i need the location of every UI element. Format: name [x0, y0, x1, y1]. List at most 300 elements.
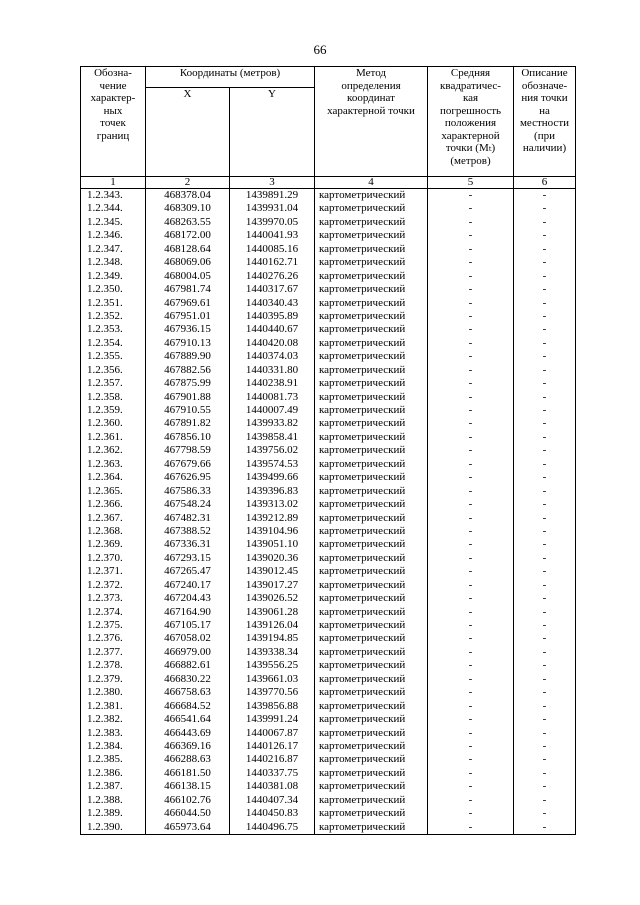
method-cell: картометрический [315, 579, 428, 592]
y-coordinate-cell: 1439012.45 [230, 565, 315, 578]
point-id-cell: 1.2.353. [81, 323, 146, 336]
point-id-cell: 1.2.345. [81, 216, 146, 229]
method-cell: картометрический [315, 350, 428, 363]
column-number: 5 [428, 177, 514, 189]
description-cell: - [514, 592, 576, 605]
accuracy-cell: - [428, 579, 514, 592]
description-cell: - [514, 404, 576, 417]
x-coordinate-cell: 467548.24 [146, 498, 230, 511]
accuracy-cell: - [428, 619, 514, 632]
table-row [81, 377, 576, 390]
table-row [81, 807, 576, 820]
table-row [81, 458, 576, 471]
y-coordinate-cell: 1440407.34 [230, 794, 315, 807]
table-row [81, 780, 576, 793]
method-cell: картометрический [315, 485, 428, 498]
x-coordinate-cell: 466369.16 [146, 740, 230, 753]
point-id-cell: 1.2.367. [81, 512, 146, 525]
point-id-cell: 1.2.389. [81, 807, 146, 820]
x-coordinate-cell: 467910.55 [146, 404, 230, 417]
table-row [81, 713, 576, 726]
accuracy-cell: - [428, 229, 514, 242]
table-row [81, 297, 576, 310]
x-coordinate-cell: 467586.33 [146, 485, 230, 498]
description-cell: - [514, 821, 576, 835]
header-point-designation-text: Обозна- чение характер- ных точек границ [90, 67, 136, 142]
accuracy-cell: - [428, 686, 514, 699]
point-id-cell: 1.2.365. [81, 485, 146, 498]
description-cell: - [514, 391, 576, 404]
accuracy-cell: - [428, 767, 514, 780]
accuracy-cell: - [428, 283, 514, 296]
y-coordinate-cell: 1439856.88 [230, 700, 315, 713]
method-cell: картометрический [315, 606, 428, 619]
table-row [81, 337, 576, 350]
point-id-cell: 1.2.383. [81, 727, 146, 740]
table-row [81, 270, 576, 283]
table-row [81, 323, 576, 336]
x-coordinate-cell: 467910.13 [146, 337, 230, 350]
accuracy-cell: - [428, 485, 514, 498]
accuracy-cell: - [428, 632, 514, 645]
table-row [81, 283, 576, 296]
method-cell: картометрический [315, 646, 428, 659]
description-cell: - [514, 485, 576, 498]
description-cell: - [514, 458, 576, 471]
point-id-cell: 1.2.346. [81, 229, 146, 242]
y-coordinate-cell: 1440317.67 [230, 283, 315, 296]
x-coordinate-cell: 467293.15 [146, 552, 230, 565]
x-coordinate-cell: 467240.17 [146, 579, 230, 592]
accuracy-cell: - [428, 807, 514, 820]
description-cell: - [514, 538, 576, 551]
accuracy-cell: - [428, 512, 514, 525]
y-coordinate-cell: 1440440.67 [230, 323, 315, 336]
accuracy-cell: - [428, 471, 514, 484]
table-row [81, 606, 576, 619]
method-cell: картометрический [315, 512, 428, 525]
description-cell: - [514, 727, 576, 740]
y-coordinate-cell: 1439026.52 [230, 592, 315, 605]
method-cell: картометрический [315, 431, 428, 444]
description-cell: - [514, 417, 576, 430]
method-cell: картометрический [315, 794, 428, 807]
y-coordinate-cell: 1440381.08 [230, 780, 315, 793]
point-id-cell: 1.2.380. [81, 686, 146, 699]
method-cell: картометрический [315, 391, 428, 404]
description-cell: - [514, 700, 576, 713]
accuracy-cell: - [428, 243, 514, 256]
method-cell: картометрический [315, 297, 428, 310]
description-cell: - [514, 552, 576, 565]
table-row [81, 512, 576, 525]
y-coordinate-cell: 1440007.49 [230, 404, 315, 417]
point-id-cell: 1.2.356. [81, 364, 146, 377]
description-cell: - [514, 270, 576, 283]
method-cell: картометрический [315, 632, 428, 645]
table-row [81, 243, 576, 256]
point-id-cell: 1.2.382. [81, 713, 146, 726]
y-coordinate-cell: 1440126.17 [230, 740, 315, 753]
method-cell: картометрический [315, 753, 428, 766]
y-coordinate-cell: 1439574.53 [230, 458, 315, 471]
x-coordinate-cell: 467891.82 [146, 417, 230, 430]
table-row [81, 659, 576, 672]
table-row [81, 686, 576, 699]
column-number: 6 [514, 177, 576, 189]
x-coordinate-cell: 467798.59 [146, 444, 230, 457]
accuracy-cell: - [428, 565, 514, 578]
table-row [81, 740, 576, 753]
point-id-cell: 1.2.373. [81, 592, 146, 605]
description-cell: - [514, 606, 576, 619]
x-coordinate-cell: 466684.52 [146, 700, 230, 713]
accuracy-cell: - [428, 297, 514, 310]
table-row [81, 202, 576, 215]
point-id-cell: 1.2.371. [81, 565, 146, 578]
y-coordinate-cell: 1440395.89 [230, 310, 315, 323]
point-id-cell: 1.2.362. [81, 444, 146, 457]
accuracy-cell: - [428, 364, 514, 377]
accuracy-cell: - [428, 700, 514, 713]
accuracy-cell: - [428, 417, 514, 430]
description-cell: - [514, 686, 576, 699]
y-coordinate-cell: 1440331.80 [230, 364, 315, 377]
description-cell: - [514, 283, 576, 296]
x-coordinate-cell: 466138.15 [146, 780, 230, 793]
description-cell: - [514, 297, 576, 310]
point-id-cell: 1.2.348. [81, 256, 146, 269]
y-coordinate-cell: 1439756.02 [230, 444, 315, 457]
x-coordinate-cell: 466443.69 [146, 727, 230, 740]
accuracy-cell: - [428, 256, 514, 269]
description-cell: - [514, 202, 576, 215]
y-coordinate-cell: 1439338.34 [230, 646, 315, 659]
table-row [81, 619, 576, 632]
description-cell: - [514, 767, 576, 780]
table-row [81, 646, 576, 659]
description-cell: - [514, 646, 576, 659]
column-number-row [81, 177, 576, 189]
column-number: 2 [146, 177, 230, 189]
method-cell: картометрический [315, 700, 428, 713]
table-row [81, 632, 576, 645]
header-accuracy [428, 67, 514, 177]
method-cell: картометрический [315, 270, 428, 283]
description-cell: - [514, 256, 576, 269]
point-id-cell: 1.2.368. [81, 525, 146, 538]
point-id-cell: 1.2.374. [81, 606, 146, 619]
description-cell: - [514, 673, 576, 686]
point-id-cell: 1.2.376. [81, 632, 146, 645]
accuracy-cell: - [428, 444, 514, 457]
description-cell: - [514, 216, 576, 229]
point-id-cell: 1.2.369. [81, 538, 146, 551]
x-coordinate-cell: 468004.05 [146, 270, 230, 283]
accuracy-cell: - [428, 821, 514, 835]
table-row [81, 404, 576, 417]
description-cell: - [514, 444, 576, 457]
accuracy-cell: - [428, 310, 514, 323]
accuracy-cell: - [428, 794, 514, 807]
method-cell: картометрический [315, 256, 428, 269]
x-coordinate-cell: 466979.00 [146, 646, 230, 659]
table-row [81, 417, 576, 430]
description-cell: - [514, 229, 576, 242]
x-coordinate-cell: 467336.31 [146, 538, 230, 551]
y-coordinate-cell: 1439499.66 [230, 471, 315, 484]
point-id-cell: 1.2.377. [81, 646, 146, 659]
table-row [81, 592, 576, 605]
description-cell: - [514, 659, 576, 672]
point-id-cell: 1.2.378. [81, 659, 146, 672]
method-cell: картометрический [315, 740, 428, 753]
table-row [81, 189, 576, 203]
point-id-cell: 1.2.370. [81, 552, 146, 565]
accuracy-cell: - [428, 673, 514, 686]
description-cell: - [514, 243, 576, 256]
coordinates-table [80, 66, 576, 835]
description-cell: - [514, 431, 576, 444]
header-y: Y [230, 88, 315, 177]
table-row [81, 727, 576, 740]
x-coordinate-cell: 466541.64 [146, 713, 230, 726]
y-coordinate-cell: 1439020.36 [230, 552, 315, 565]
accuracy-cell: - [428, 753, 514, 766]
method-cell: картометрический [315, 807, 428, 820]
x-coordinate-cell: 467388.52 [146, 525, 230, 538]
point-id-cell: 1.2.352. [81, 310, 146, 323]
x-coordinate-cell: 467969.61 [146, 297, 230, 310]
method-cell: картометрический [315, 565, 428, 578]
point-id-cell: 1.2.385. [81, 753, 146, 766]
method-cell: картометрический [315, 619, 428, 632]
table-row [81, 673, 576, 686]
description-cell: - [514, 780, 576, 793]
point-id-cell: 1.2.387. [81, 780, 146, 793]
accuracy-cell: - [428, 350, 514, 363]
point-id-cell: 1.2.360. [81, 417, 146, 430]
accuracy-cell: - [428, 525, 514, 538]
table-row [81, 565, 576, 578]
x-coordinate-cell: 466044.50 [146, 807, 230, 820]
method-cell: картометрический [315, 337, 428, 350]
table-row [81, 525, 576, 538]
method-cell: картометрический [315, 364, 428, 377]
x-coordinate-cell: 466181.50 [146, 767, 230, 780]
table-row [81, 485, 576, 498]
table-row [81, 498, 576, 511]
description-cell: - [514, 807, 576, 820]
y-coordinate-cell: 1439212.89 [230, 512, 315, 525]
accuracy-cell: - [428, 323, 514, 336]
accuracy-cell: - [428, 404, 514, 417]
accuracy-cell: - [428, 780, 514, 793]
x-coordinate-cell: 466830.22 [146, 673, 230, 686]
y-coordinate-cell: 1440081.73 [230, 391, 315, 404]
y-coordinate-cell: 1439396.83 [230, 485, 315, 498]
method-cell: картометрический [315, 202, 428, 215]
method-cell: картометрический [315, 713, 428, 726]
method-cell: картометрический [315, 283, 428, 296]
y-coordinate-cell: 1440041.93 [230, 229, 315, 242]
description-cell: - [514, 740, 576, 753]
description-cell: - [514, 619, 576, 632]
y-coordinate-cell: 1439104.96 [230, 525, 315, 538]
table-row [81, 216, 576, 229]
header-accuracy-text: Средняя квадратичес- кая погрешность положения характерной точки (Мₜ) (метров) [439, 67, 502, 167]
y-coordinate-cell: 1439933.82 [230, 417, 315, 430]
point-id-cell: 1.2.351. [81, 297, 146, 310]
method-cell: картометрический [315, 377, 428, 390]
y-coordinate-cell: 1439970.05 [230, 216, 315, 229]
y-coordinate-cell: 1439126.04 [230, 619, 315, 632]
y-coordinate-cell: 1440496.75 [230, 821, 315, 835]
method-cell: картометрический [315, 821, 428, 835]
table-row [81, 700, 576, 713]
accuracy-cell: - [428, 377, 514, 390]
table-row [81, 821, 576, 835]
description-cell: - [514, 377, 576, 390]
table-row [81, 256, 576, 269]
x-coordinate-cell: 468069.06 [146, 256, 230, 269]
method-cell: картометрический [315, 458, 428, 471]
y-coordinate-cell: 1439017.27 [230, 579, 315, 592]
y-coordinate-cell: 1439194.85 [230, 632, 315, 645]
description-cell: - [514, 189, 576, 203]
y-coordinate-cell: 1439891.29 [230, 189, 315, 203]
method-cell: картометрический [315, 525, 428, 538]
table-row [81, 229, 576, 242]
x-coordinate-cell: 468309.10 [146, 202, 230, 215]
x-coordinate-cell: 467856.10 [146, 431, 230, 444]
y-coordinate-cell: 1439770.56 [230, 686, 315, 699]
x-coordinate-cell: 466758.63 [146, 686, 230, 699]
column-number: 1 [81, 177, 146, 189]
table-body [81, 189, 576, 835]
header-coordinates: Координаты (метров) [146, 67, 315, 88]
y-coordinate-cell: 1440450.83 [230, 807, 315, 820]
y-coordinate-cell: 1439858.41 [230, 431, 315, 444]
header-method-text: Метод определения координат характерной точки [327, 67, 415, 117]
description-cell: - [514, 364, 576, 377]
y-coordinate-cell: 1440067.87 [230, 727, 315, 740]
accuracy-cell: - [428, 592, 514, 605]
point-id-cell: 1.2.390. [81, 821, 146, 835]
x-coordinate-cell: 467901.88 [146, 391, 230, 404]
point-id-cell: 1.2.359. [81, 404, 146, 417]
method-cell: картометрический [315, 229, 428, 242]
table-row [81, 767, 576, 780]
y-coordinate-cell: 1439931.04 [230, 202, 315, 215]
point-id-cell: 1.2.386. [81, 767, 146, 780]
description-cell: - [514, 794, 576, 807]
x-coordinate-cell: 467875.99 [146, 377, 230, 390]
accuracy-cell: - [428, 646, 514, 659]
table-row [81, 794, 576, 807]
method-cell: картометрический [315, 767, 428, 780]
point-id-cell: 1.2.366. [81, 498, 146, 511]
accuracy-cell: - [428, 713, 514, 726]
x-coordinate-cell: 467889.90 [146, 350, 230, 363]
y-coordinate-cell: 1440340.43 [230, 297, 315, 310]
point-id-cell: 1.2.364. [81, 471, 146, 484]
accuracy-cell: - [428, 189, 514, 203]
point-id-cell: 1.2.363. [81, 458, 146, 471]
y-coordinate-cell: 1440216.87 [230, 753, 315, 766]
point-id-cell: 1.2.375. [81, 619, 146, 632]
column-number: 4 [315, 177, 428, 189]
y-coordinate-cell: 1440337.75 [230, 767, 315, 780]
x-coordinate-cell: 467265.47 [146, 565, 230, 578]
x-coordinate-cell: 466102.76 [146, 794, 230, 807]
accuracy-cell: - [428, 552, 514, 565]
description-cell: - [514, 498, 576, 511]
x-coordinate-cell: 467981.74 [146, 283, 230, 296]
accuracy-cell: - [428, 606, 514, 619]
method-cell: картометрический [315, 216, 428, 229]
point-id-cell: 1.2.388. [81, 794, 146, 807]
point-id-cell: 1.2.361. [81, 431, 146, 444]
point-id-cell: 1.2.381. [81, 700, 146, 713]
point-id-cell: 1.2.349. [81, 270, 146, 283]
accuracy-cell: - [428, 498, 514, 511]
method-cell: картометрический [315, 404, 428, 417]
description-cell: - [514, 350, 576, 363]
point-id-cell: 1.2.379. [81, 673, 146, 686]
y-coordinate-cell: 1439313.02 [230, 498, 315, 511]
table-row [81, 350, 576, 363]
x-coordinate-cell: 467626.95 [146, 471, 230, 484]
table-row [81, 444, 576, 457]
y-coordinate-cell: 1439051.10 [230, 538, 315, 551]
description-cell: - [514, 512, 576, 525]
accuracy-cell: - [428, 538, 514, 551]
header-description [514, 67, 576, 177]
point-id-cell: 1.2.358. [81, 391, 146, 404]
description-cell: - [514, 713, 576, 726]
y-coordinate-cell: 1440374.03 [230, 350, 315, 363]
x-coordinate-cell: 467936.15 [146, 323, 230, 336]
accuracy-cell: - [428, 740, 514, 753]
table-row [81, 753, 576, 766]
y-coordinate-cell: 1439061.28 [230, 606, 315, 619]
method-cell: картометрический [315, 552, 428, 565]
table-row [81, 579, 576, 592]
method-cell: картометрический [315, 592, 428, 605]
description-cell: - [514, 565, 576, 578]
table-row [81, 364, 576, 377]
description-cell: - [514, 579, 576, 592]
x-coordinate-cell: 467882.56 [146, 364, 230, 377]
accuracy-cell: - [428, 458, 514, 471]
y-coordinate-cell: 1440420.08 [230, 337, 315, 350]
x-coordinate-cell: 467482.31 [146, 512, 230, 525]
header-method [315, 67, 428, 177]
description-cell: - [514, 632, 576, 645]
description-cell: - [514, 337, 576, 350]
method-cell: картометрический [315, 243, 428, 256]
x-coordinate-cell: 465973.64 [146, 821, 230, 835]
x-coordinate-cell: 467105.17 [146, 619, 230, 632]
method-cell: картометрический [315, 727, 428, 740]
method-cell: картометрический [315, 323, 428, 336]
description-cell: - [514, 323, 576, 336]
x-coordinate-cell: 467204.43 [146, 592, 230, 605]
method-cell: картометрический [315, 471, 428, 484]
y-coordinate-cell: 1440085.16 [230, 243, 315, 256]
y-coordinate-cell: 1439556.25 [230, 659, 315, 672]
